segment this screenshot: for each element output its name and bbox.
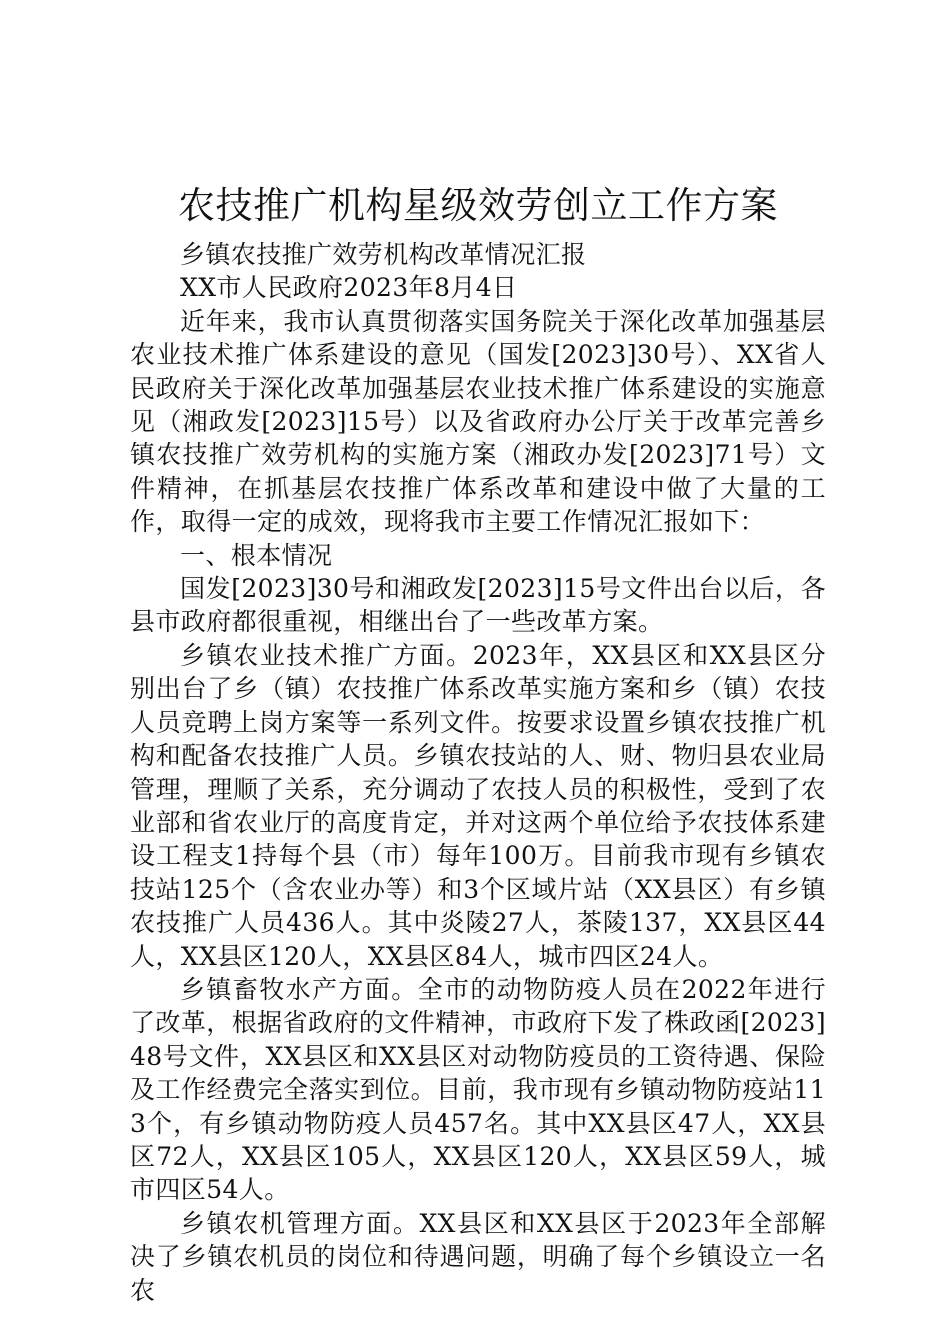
paragraph-intro: 近年来，我市认真贯彻落实国务院关于深化改革加强基层农业技术推广体系建设的意见（国发[2023]30号）、XX省人民政府关于深化改革加强基层农业技术推广体系建设的实施意见（湘政发[2023]15号）以及省政府办公厅关于改革完善乡镇农技推广效劳机构的实施方案（湘政办发[2023]71号）文件精神，在抓基层农技推广体系改革和建设中做了大量的工作，取得一定的成效，现将我市主要工作情况汇报如下： (130, 306, 826, 537)
document-page (130, 178, 826, 1307)
paragraph-agri-tech: 乡镇农业技术推广方面。2023年，XX县区和XX县区分别出台了乡（镇）农技推广体系改革实施方案和乡（镇）农技人员竞聘上岗方案等一系列文件。按要求设置乡镇农技推广机构和配备农技推广人员。乡镇农技站的人、财、物归县农业局管理，理顺了关系，充分调动了农技人员的积极性，受到了农业部和省农业厅的高度肯定，并对这两个单位给予农技体系建设工程支1持每个县（市）每年100万。目前我市现有乡镇农技站125个（含农业办等）和3个区域片站（XX县区）有乡镇农技推广人员436人。其中炎陵27人，茶陵137，XX县区44人，XX县区120人，XX县区84人，城市四区24人。 (130, 640, 826, 971)
paragraph-livestock: 乡镇畜牧水产方面。全市的动物防疫人员在2022年进行了改革，根据省政府的文件精神，市政府下发了株政函[2023]48号文件，XX县区和XX县区对动物防疫员的工资待遇、保险及工作经费完全落实到位。目前，我市现有乡镇动物防疫站113个，有乡镇动物防疫人员457名。其中XX县区47人，XX县区72人，XX县区105人，XX县区120人，XX县区59人，城市四区54人。 (130, 974, 826, 1205)
paragraph-policy: 国发[2023]30号和湘政发[2023]15号文件出台以后，各县市政府都很重视，相继出台了一些改革方案。 (130, 574, 826, 637)
paragraph-issuer-date: XX市人民政府2023年8月4日 (180, 273, 518, 303)
section-heading: 一、根本情况 (180, 540, 333, 570)
document-title: 农技推广机构星级效劳创立工作方案 (178, 184, 778, 227)
paragraph-subtitle: 乡镇农技推广效劳机构改革情况汇报 (180, 240, 587, 269)
paragraph-machinery: 乡镇农机管理方面。XX县区和XX县区于2023年全部解决了乡镇农机员的岗位和待遇问题，明确了每个乡镇设立一名农 (130, 1208, 826, 1305)
